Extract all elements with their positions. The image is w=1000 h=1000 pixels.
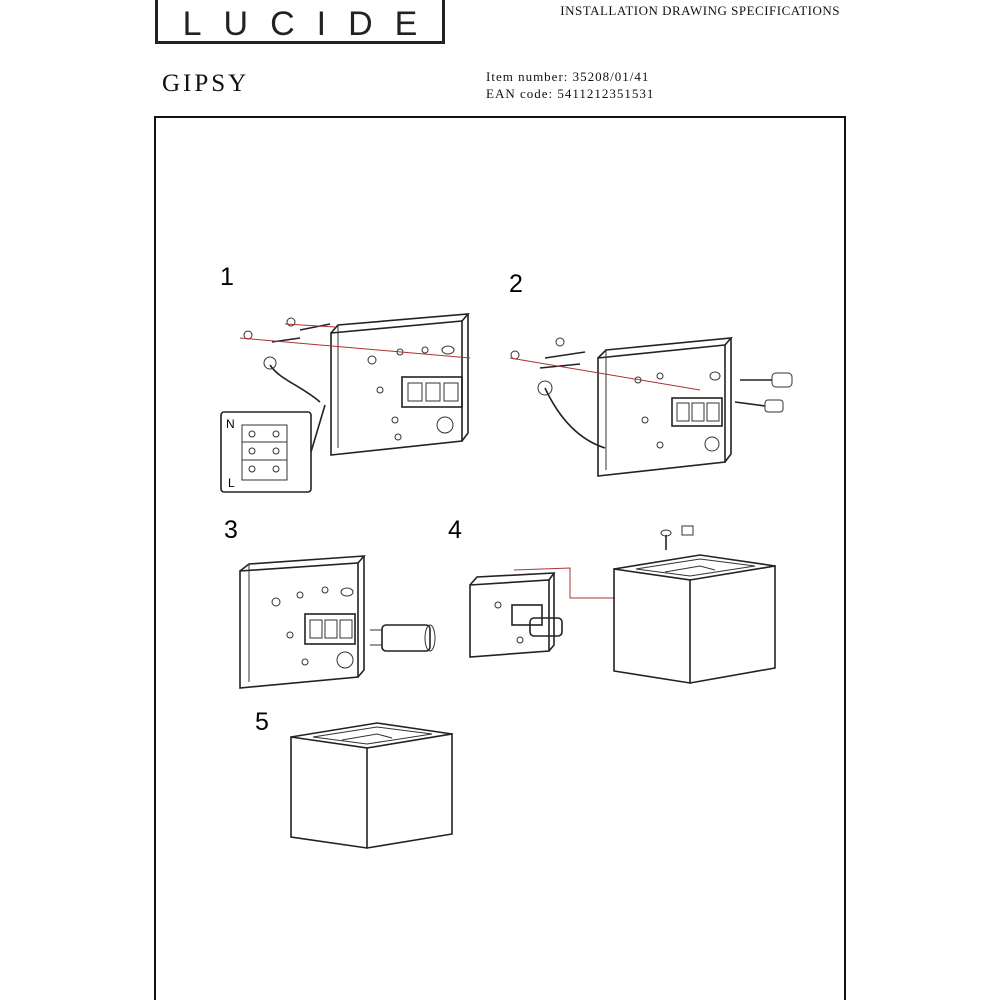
step-1-illustration [221, 314, 470, 492]
document-title: INSTALLATION DRAWING SPECIFICATIONS [560, 3, 840, 18]
step-4-illustration [470, 526, 775, 683]
step-2-number: 2 [509, 270, 523, 298]
logo-text: LUCIDE [182, 5, 440, 43]
step-4-number: 4 [448, 516, 462, 544]
step-1-number: 1 [220, 263, 234, 291]
step-2-illustration [510, 338, 792, 476]
ean-code: EAN code: 5411212351531 [486, 86, 655, 101]
item-number: Item number: 35208/01/41 [486, 69, 650, 84]
step-3-illustration [240, 556, 435, 688]
step-5-illustration [291, 723, 452, 848]
neutral-label: N [226, 417, 235, 431]
product-name: GIPSY [162, 70, 250, 97]
step-5-number: 5 [255, 708, 269, 736]
step-3-number: 3 [224, 516, 238, 544]
live-label: L [228, 476, 235, 490]
